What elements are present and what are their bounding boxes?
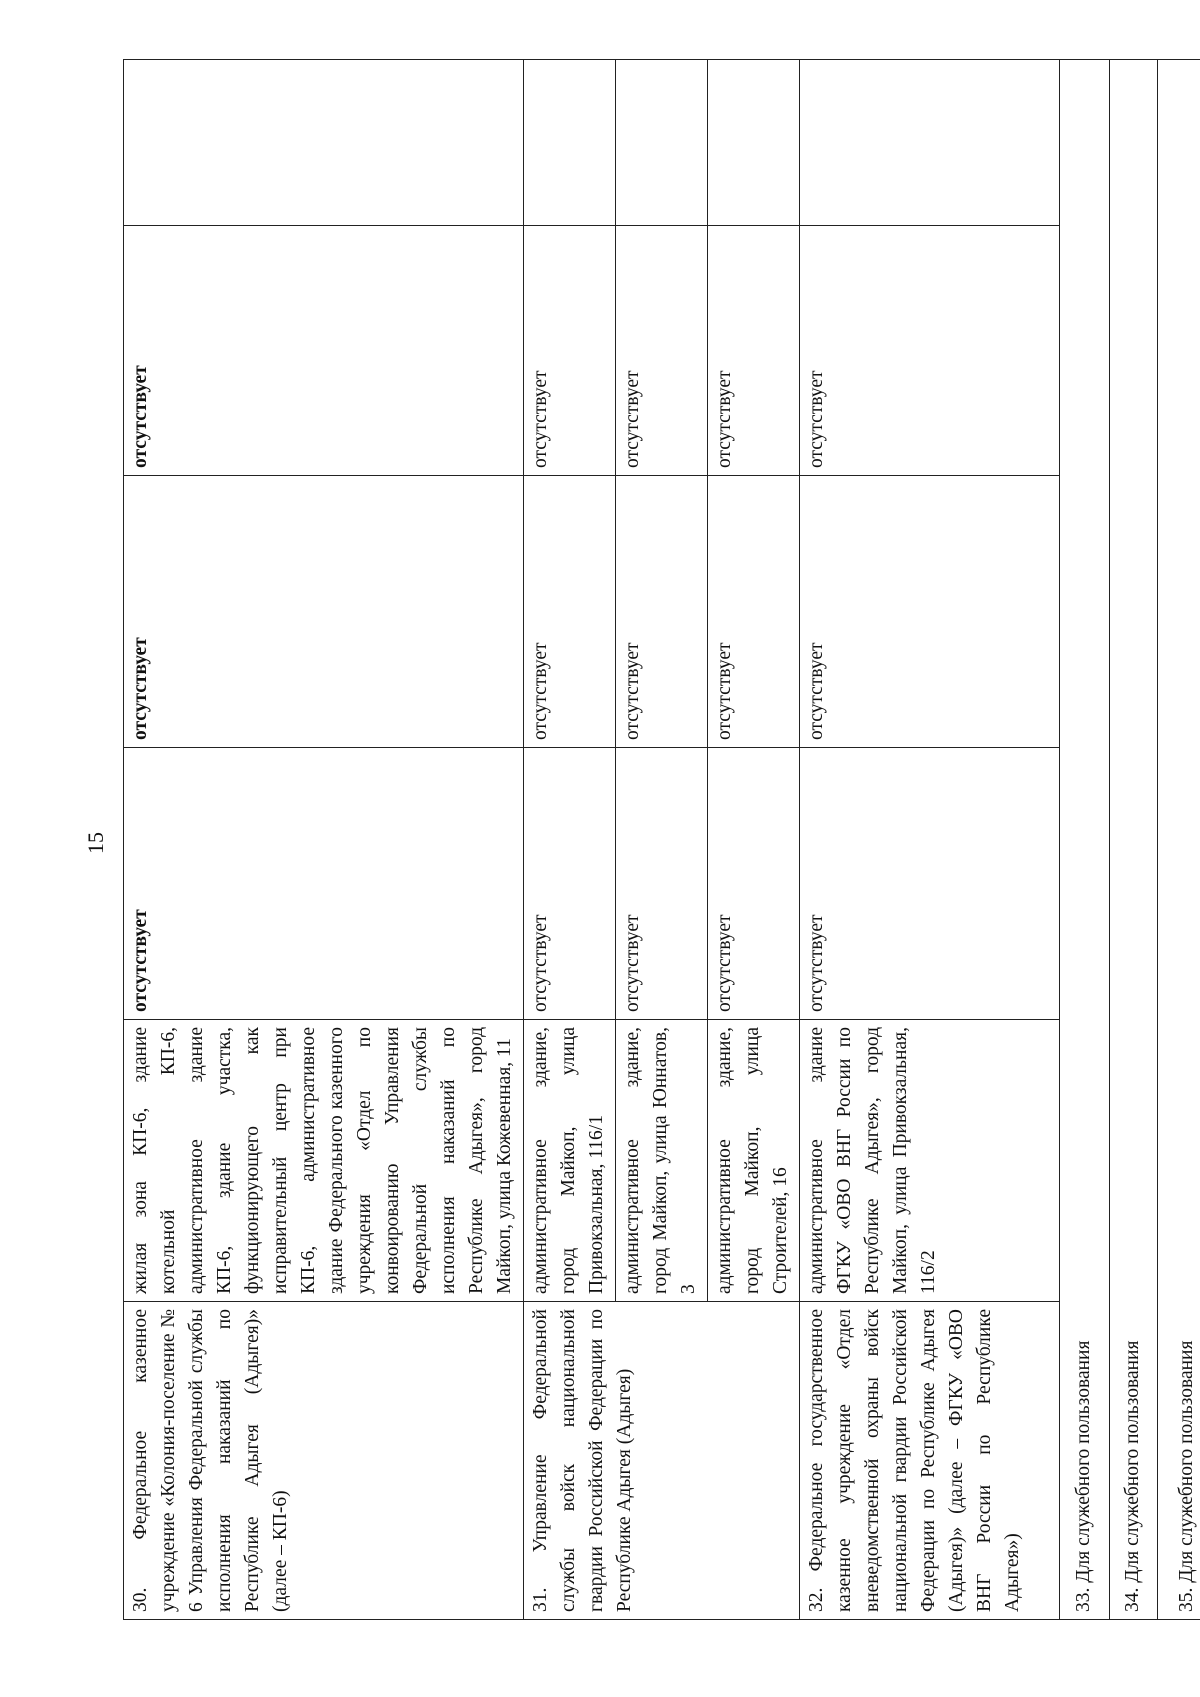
object-address-cell: административное здание, город Майкоп, улица Привокзальная, 116/1	[524, 1020, 616, 1302]
org-name-cell: 31. Управление Федеральной службы войск национальной гвардии Российской Федерации по Республике Адыгея (Адыгея)	[524, 1302, 800, 1620]
object-address-cell: административное здание ФГКУ «ОВО ВНГ России по Республике Адыгея», город Майкоп, улица Привокзальная, 116/2	[800, 1020, 1060, 1302]
page-number: 15	[83, 832, 108, 854]
empty-cell	[124, 60, 524, 226]
value-cell-col5: отсутствует	[124, 226, 524, 476]
object-address-cell: жилая зона КП-6, здание котельной КП-6, административное здание КП-6, здание участка, функционирующего как исправительный центр при КП-6, административное здание Федерального казенного учреждения «Отдел по конвоированию Управления Федеральной службы исполнения наказаний по Республике Адыгея», город Майкоп, улица Кожевенная, 11	[124, 1020, 524, 1302]
value-cell-col4: отсутствует	[124, 476, 524, 748]
object-address-cell: административное здание, город Майкоп, улица Юннатов, 3	[616, 1020, 708, 1302]
value-cell-col5: отсутствует	[524, 226, 616, 476]
object-address-cell: административное здание, город Майкоп, улица Строителей, 16	[708, 1020, 800, 1302]
rotated-table-container	[123, 60, 1197, 1620]
value-cell-col3: отсутствует	[524, 748, 616, 1020]
empty-cell	[800, 60, 1060, 226]
org-name-cell: 32. Федеральное государственное казенное учреждение «Отдел вневедомственной охраны войск национальной гвардии Российской Федерации по Республике Адыгея (Адыгея)» (далее – ФГКУ «ОВО ВНГ России по Республике Адыгея»)	[800, 1302, 1060, 1620]
table-row-35	[1158, 60, 1200, 1620]
value-cell-col4: отсутствует	[616, 476, 708, 748]
empty-cell	[524, 60, 616, 226]
value-cell-col5: отсутствует	[708, 226, 800, 476]
value-cell-col4: отсутствует	[708, 476, 800, 748]
table-row-32	[800, 60, 1060, 1620]
restricted-row-cell: 34. Для служебного пользования	[1110, 60, 1158, 1620]
value-cell-col3: отсутствует	[124, 748, 524, 1020]
table-row-30	[124, 60, 524, 1620]
restricted-row-cell: 33. Для служебного пользования	[1060, 60, 1110, 1620]
value-cell-col4: отсутствует	[524, 476, 616, 748]
table-row-31	[524, 60, 616, 1620]
value-cell-col5: отсутствует	[800, 226, 1060, 476]
value-cell-col4: отсутствует	[800, 476, 1060, 748]
table-row-34	[1110, 60, 1158, 1620]
empty-cell	[616, 60, 708, 226]
restricted-row-cell: 35. Для служебного пользования	[1158, 60, 1200, 1620]
value-cell-col3: отсутствует	[800, 748, 1060, 1020]
value-cell-col3: отсутствует	[708, 748, 800, 1020]
org-name-cell: 30. Федеральное казенное учреждение «Колония-поселение № 6 Управления Федеральной службы исполнения наказаний по Республике Адыгея (Адыгея)» (далее – КП-6)	[124, 1302, 524, 1620]
table-row-33	[1060, 60, 1110, 1620]
empty-cell	[708, 60, 800, 226]
objects-table	[123, 59, 1200, 1620]
value-cell-col5: отсутствует	[616, 226, 708, 476]
value-cell-col3: отсутствует	[616, 748, 708, 1020]
